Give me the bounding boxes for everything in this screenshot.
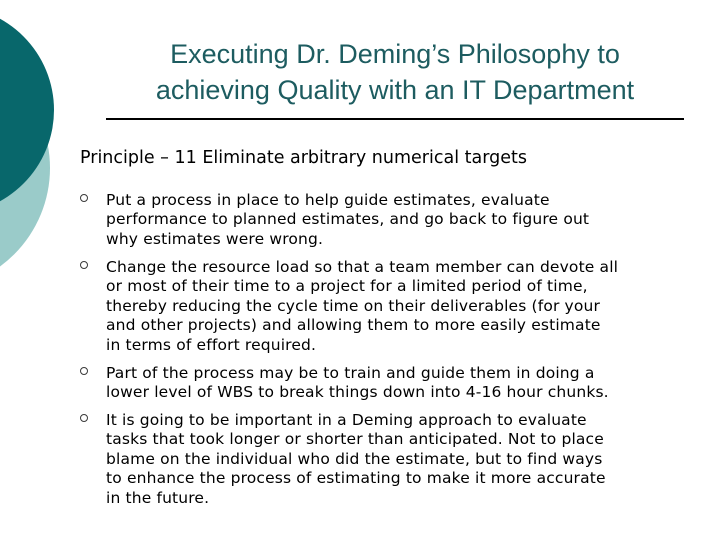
title-underline <box>106 118 684 120</box>
bullet-text: Change the resource load so that a team member can devote all or most of their time to a project for a limited period of time, thereby reducing the cycle time on their deliverables (for your and other projects) and allowing them to more easily estimate in terms of effort required. <box>106 258 619 354</box>
decorative-circles <box>0 0 60 300</box>
bullet-text: It is going to be important in a Deming approach to evaluate tasks that took longer or shorter than anticipated. Not to place blame on the individual who did the estimate, but to find ways to enhance the process of estimating to make it more accurate in the future. <box>106 411 606 507</box>
bullet-item <box>80 191 700 249</box>
bullet-item <box>80 364 700 403</box>
bullet-text: Put a process in place to help guide estimates, evaluate performance to planned estimates, and go back to figure out why estimates were wrong. <box>106 191 590 248</box>
slide-title: Executing Dr. Deming’s Philosophy to achieving Quality with an IT Department <box>155 39 635 105</box>
hollow-circle-bullet-icon <box>80 261 88 269</box>
hollow-circle-bullet-icon <box>80 414 88 422</box>
bullet-item <box>80 411 700 508</box>
bullet-item <box>80 258 700 355</box>
hollow-circle-bullet-icon <box>80 367 88 375</box>
bullet-text: Part of the process may be to train and guide them in doing a lower level of WBS to break things down into 4-16 hour chunks. <box>106 364 609 402</box>
principle-heading: Principle – 11 Eliminate arbitrary numerical targets <box>80 148 527 168</box>
hollow-circle-bullet-icon <box>80 194 88 202</box>
